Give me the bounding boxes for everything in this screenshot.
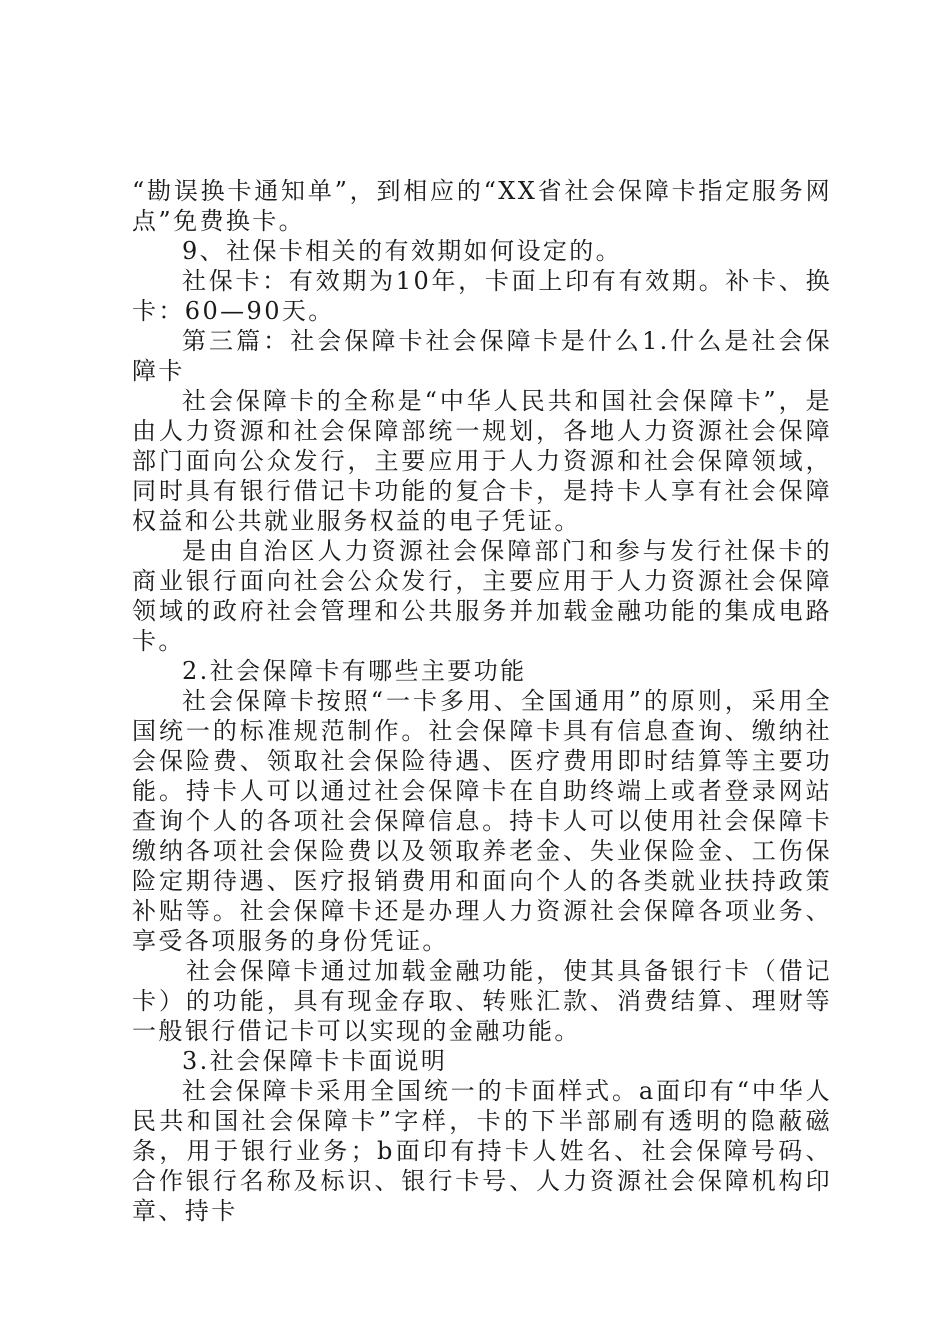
paragraph-2: 9、社保卡相关的有效期如何设定的。 bbox=[182, 237, 623, 265]
document-body bbox=[132, 176, 832, 1226]
paragraph-1: “勘误换卡通知单”，到相应的“XX省社会保障卡指定服务网点”免费换卡。 bbox=[132, 177, 832, 235]
subheading-3: 3.社会保障卡卡面说明 bbox=[182, 1047, 448, 1075]
paragraph-8: 社会保障卡按照“一卡多用、全国通用”的原则，采用全国统一的标准规范制作。社会保障卡具有信息查询、缴纳社会保险费、领取社会保险待遇、医疗费用即时结算等主要功能。持卡人可以通过社会保障卡在自助终端上或者登录网站查询个人的各项社会保障信息。持卡人可以使用社会保障卡缴纳各项社会保险费以及领取养老金、失业保险金、工伤保险定期待遇、医疗报销费用和面向个人的各类就业扶持政策补贴等。社会保障卡还是办理人力资源社会保障各项业务、享受各项服务的身份凭证。 bbox=[132, 687, 832, 955]
paragraph-11: 社会保障卡采用全国统一的卡面样式。a面印有“中华人民共和国社会保障卡”字样，卡的下半部刷有透明的隐蔽磁条，用于银行业务；b面印有持卡人姓名、社会保障号码、合作银行名称及标识、银行卡号、人力资源社会保障机构印章、持卡 bbox=[132, 1077, 832, 1225]
paragraph-5: 社会保障卡的全称是“中华人民共和国社会保障卡”，是由人力资源和社会保障部统一规划，各地人力资源社会保障部门面向公众发行，主要应用于人力资源和社会保障领域，同时具有银行借记卡功能的复合卡，是持卡人享有社会保障权益和公共就业服务权益的电子凭证。 bbox=[132, 387, 832, 535]
paragraph-9: 社会保障卡通过加载金融功能，使其具备银行卡（借记卡）的功能，具有现金存取、转账汇款、消费结算、理财等一般银行借记卡可以实现的金融功能。 bbox=[132, 957, 832, 1045]
subheading-2: 2.社会保障卡有哪些主要功能 bbox=[182, 657, 527, 685]
section-heading-3: 第三篇：社会保障卡社会保障卡是什么1.什么是社会保障卡 bbox=[132, 327, 832, 385]
paragraph-6: 是由自治区人力资源社会保障部门和参与发行社保卡的商业银行面向社会公众发行，主要应用于人力资源社会保障领域的政府社会管理和公共服务并加载金融功能的集成电路卡。 bbox=[132, 537, 832, 655]
paragraph-3: 社保卡：有效期为10年，卡面上印有有效期。补卡、换卡：60—90天。 bbox=[132, 267, 832, 325]
